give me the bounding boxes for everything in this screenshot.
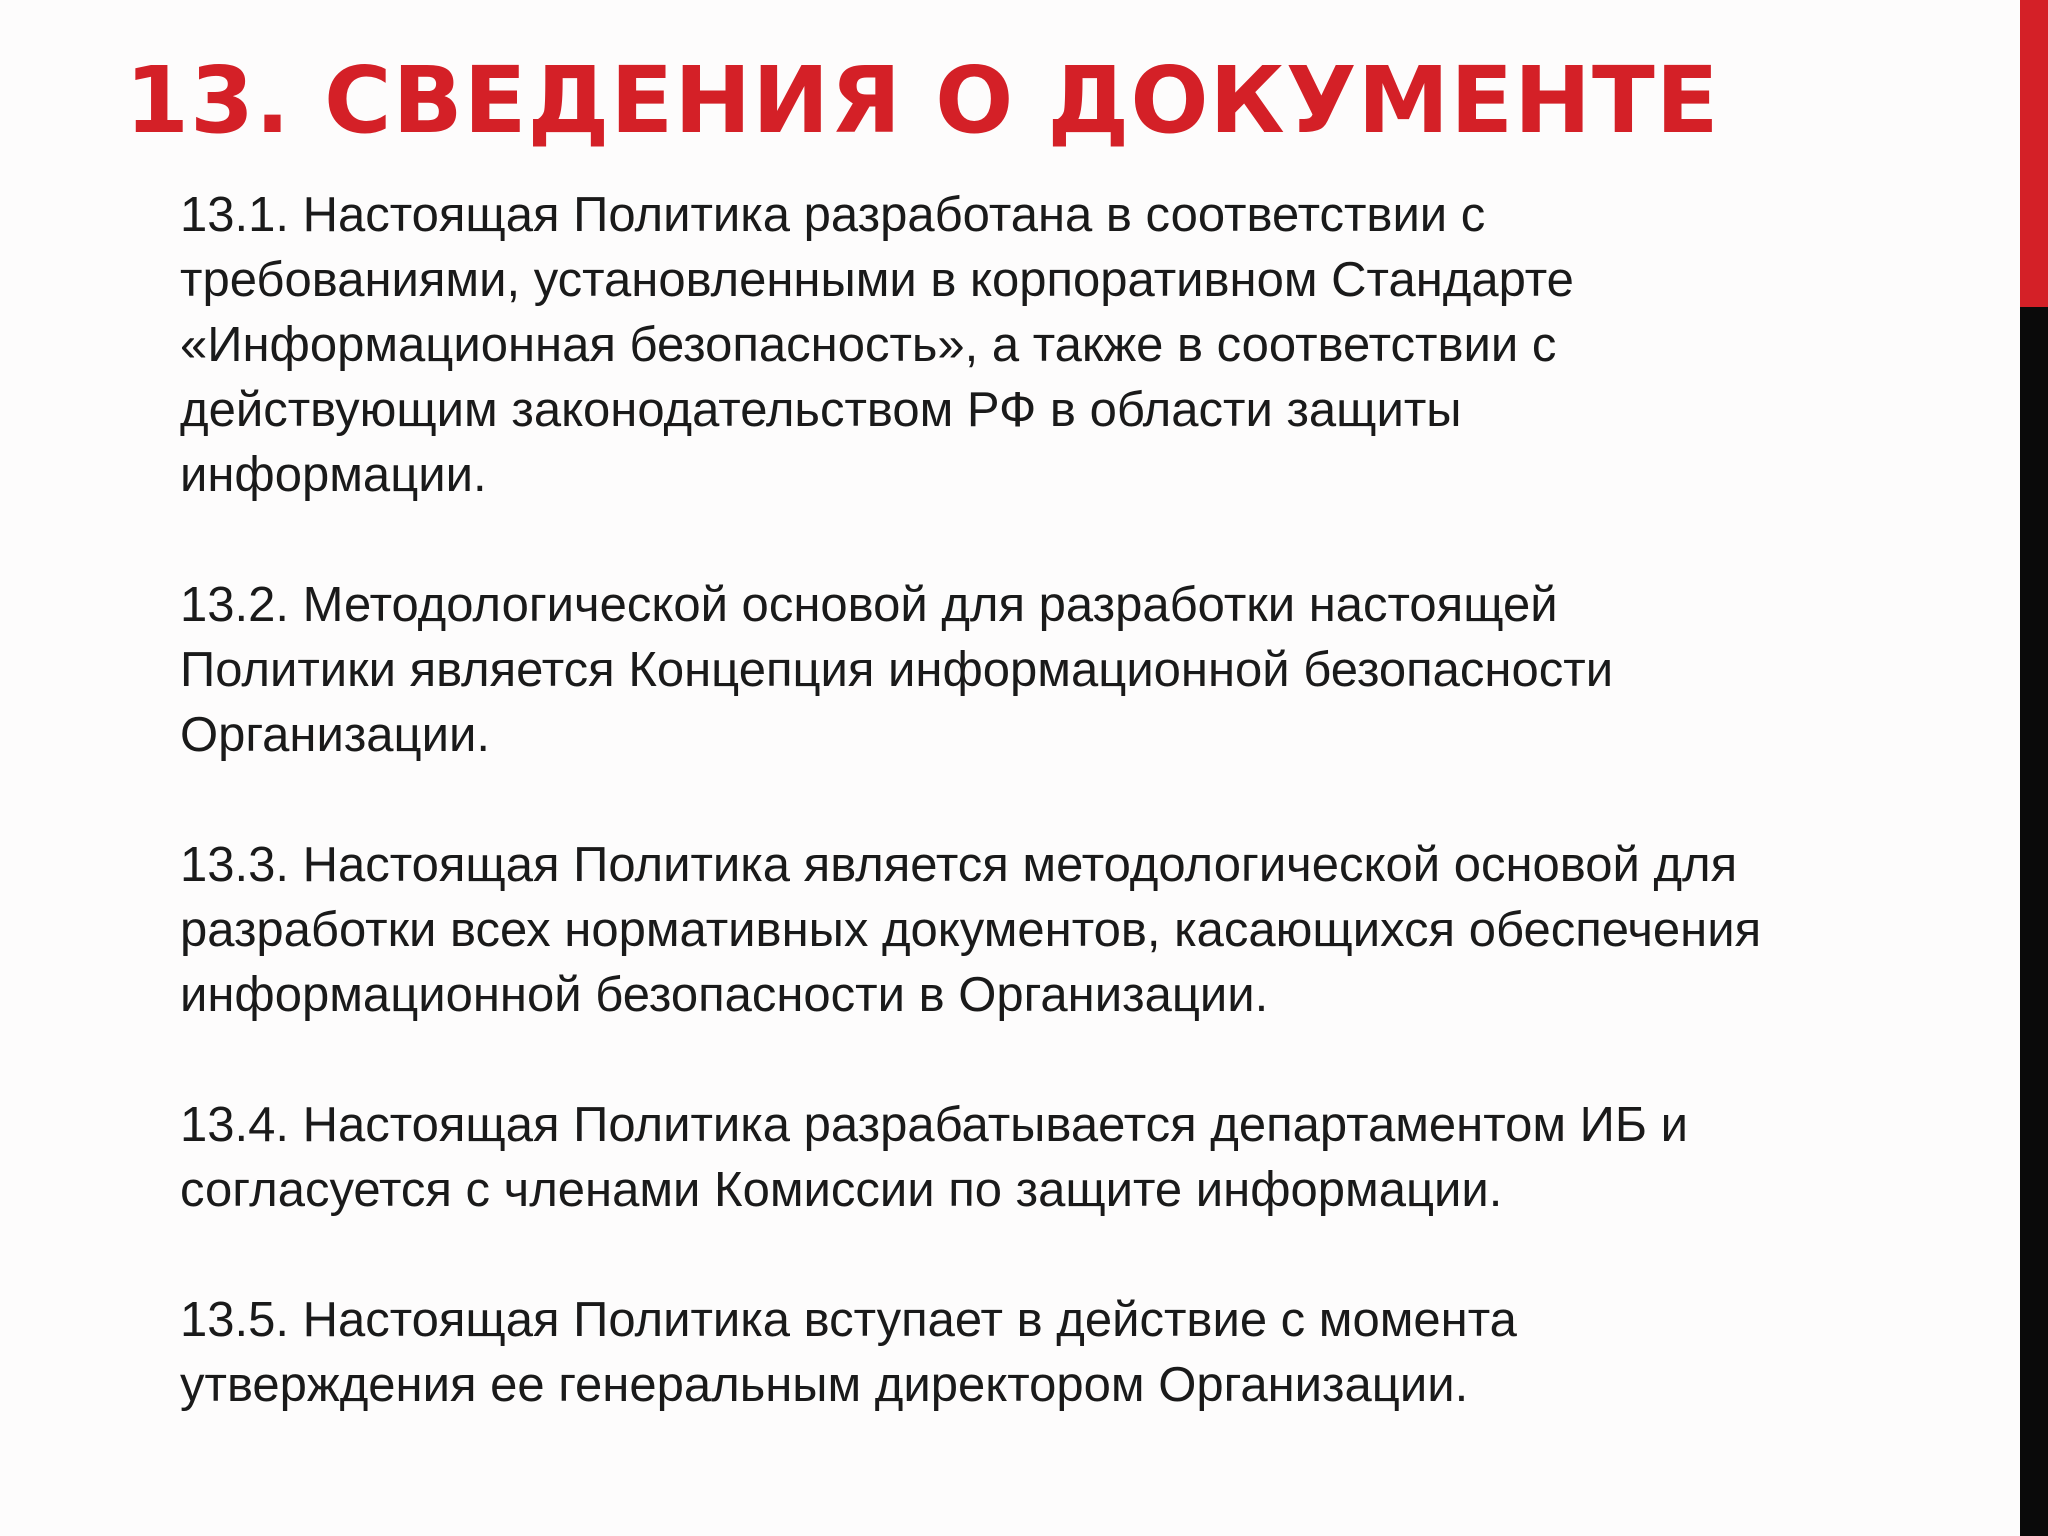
slide-body <box>180 183 1940 1483</box>
text-line: «Информационная безопасность», а также в соответствии с <box>180 318 1557 372</box>
text-line: 13.1. Настоящая Политика разработана в соответствии с <box>180 188 1486 242</box>
accent-bar-red <box>2020 0 2048 307</box>
text-line: 13.4. Настоящая Политика разрабатывается департаментом ИБ и <box>180 1098 1689 1152</box>
text-line: Политики является Концепция информационной безопасности <box>180 643 1614 697</box>
text-line: утверждения ее генеральным директором Организации. <box>180 1358 1469 1412</box>
paragraph-13-2 <box>180 573 1940 768</box>
text-line: 13.2. Методологической основой для разработки настоящей <box>180 578 1558 632</box>
accent-bar-black <box>2020 307 2048 1536</box>
text-line: разработки всех нормативных документов, касающихся обеспечения <box>180 903 1762 957</box>
text-line: Организации. <box>180 708 490 762</box>
paragraph-13-5 <box>180 1288 1940 1418</box>
text-line: информационной безопасности в Организации. <box>180 968 1269 1022</box>
text-line: действующим законодательством РФ в области защиты <box>180 383 1462 437</box>
paragraph-13-4 <box>180 1093 1940 1223</box>
text-line: 13.3. Настоящая Политика является методологической основой для <box>180 838 1738 892</box>
paragraph-13-1 <box>180 183 1940 508</box>
paragraph-13-3 <box>180 833 1940 1028</box>
text-line: требованиями, установленными в корпоративном Стандарте <box>180 253 1574 307</box>
text-line: информации. <box>180 448 487 502</box>
text-line: 13.5. Настоящая Политика вступает в действие с момента <box>180 1293 1517 1347</box>
slide-title: 13. СВЕДЕНИЯ О ДОКУМЕНТЕ <box>125 47 1720 154</box>
text-line: согласуется с членами Комиссии по защите информации. <box>180 1163 1503 1217</box>
